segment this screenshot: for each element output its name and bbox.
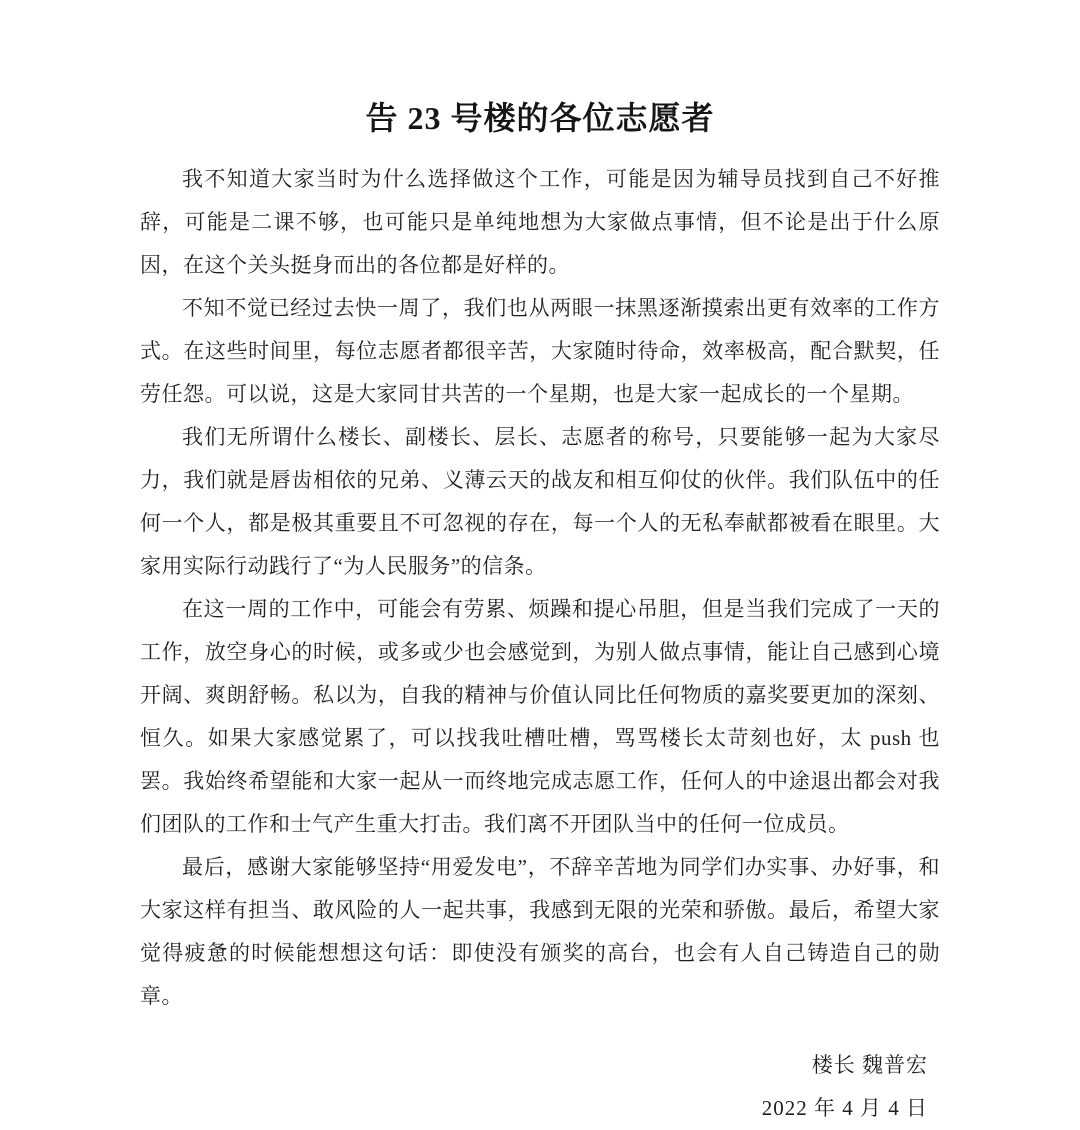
letter-document — [140, 98, 940, 1130]
body-paragraph-5: 最后，感谢大家能够坚持“用爱发电”，不辞辛苦地为同学们办实事、办好事，和大家这样有担当、敢风险的人一起共事，我感到无限的光荣和骄傲。最后，希望大家觉得疲惫的时候能想想这句话：即使没有颁奖的高台，也会有人自己铸造自己的勋章。 — [140, 855, 940, 1008]
body-paragraph-1: 我不知道大家当时为什么选择做这个工作，可能是因为辅导员找到自己不好推辞，可能是二课不够，也可能只是单纯地想为大家做点事情，但不论是出于什么原因，在这个关头挺身而出的各位都是好样的。 — [140, 167, 940, 277]
document-body — [140, 158, 940, 1018]
document-footer — [140, 1044, 940, 1130]
date-line: 2022 年 4 月 4 日 — [761, 1096, 928, 1120]
body-paragraph-3: 我们无所谓什么楼长、副楼长、层长、志愿者的称号，只要能够一起为大家尽力，我们就是唇齿相依的兄弟、义薄云天的战友和相互仰仗的伙伴。我们队伍中的任何一个人，都是极其重要且不可忽视的存在，每一个人的无私奉献都被看在眼里。大家用实际行动践行了“为人民服务”的信条。 — [140, 425, 940, 578]
document-title: 告 23 号楼的各位志愿者 — [365, 100, 715, 136]
body-paragraph-4: 在这一周的工作中，可能会有劳累、烦躁和提心吊胆，但是当我们完成了一天的工作，放空身心的时候，或多或少也会感觉到，为别人做点事情，能让自己感到心境开阔、爽朗舒畅。私以为，自我的精神与价值认同比任何物质的嘉奖要更加的深刻、恒久。如果大家感觉累了，可以找我吐槽吐槽，骂骂楼长太苛刻也好，太 push 也罢。我始终希望能和大家一起从一而终地完成志愿工作，任何人的中途退出都会对我们团队的工作和士气产生重大打击。我们离不开团队当中的任何一位成员。 — [140, 597, 940, 836]
signature-line: 楼长 魏普宏 — [811, 1053, 928, 1077]
body-paragraph-2: 不知不觉已经过去快一周了，我们也从两眼一抹黑逐渐摸索出更有效率的工作方式。在这些时间里，每位志愿者都很辛苦，大家随时待命，效率极高，配合默契，任劳任怨。可以说，这是大家同甘共苦的一个星期，也是大家一起成长的一个星期。 — [140, 296, 940, 406]
